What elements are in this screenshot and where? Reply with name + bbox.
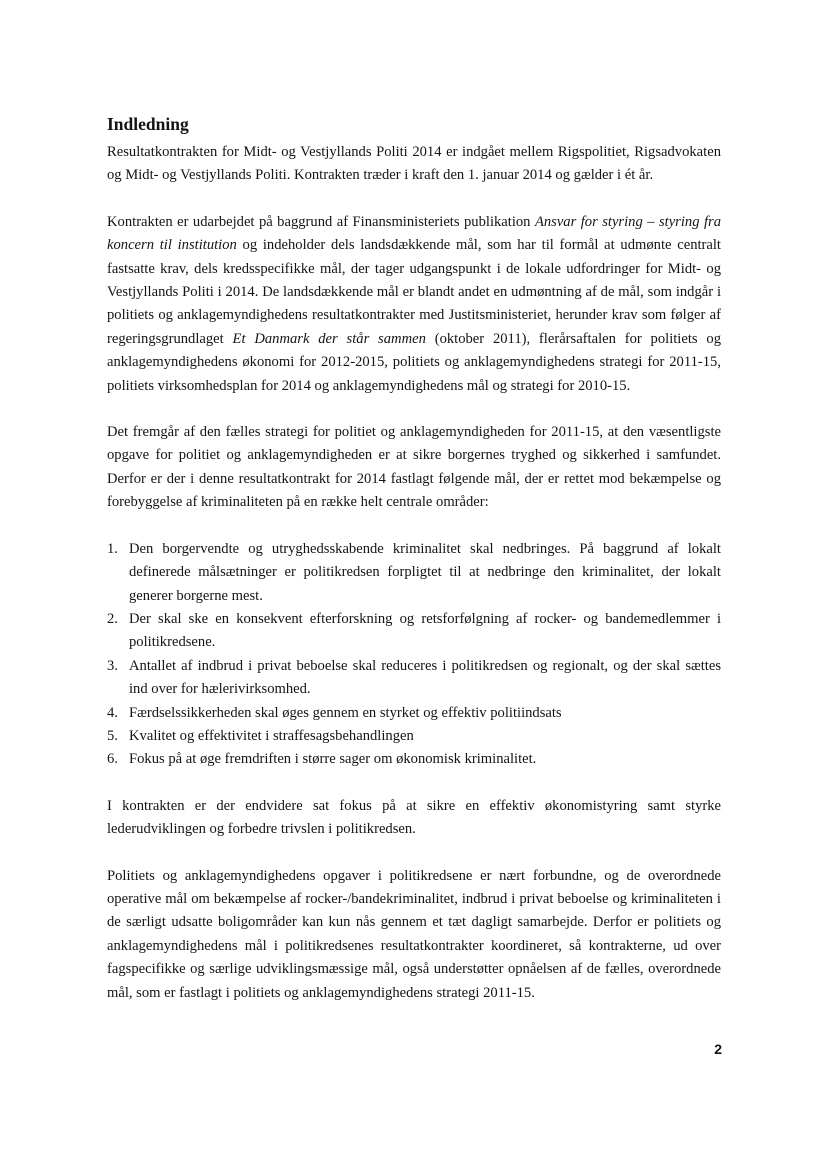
background-paragraph: [107, 211, 721, 398]
government-platform-title: Et Danmark der står sammen: [232, 330, 426, 347]
list-item-number: 3.: [107, 657, 118, 674]
page-content: [107, 112, 721, 1028]
section-heading: Indledning: [107, 114, 189, 134]
list-item-number: 2.: [107, 610, 118, 627]
list-item: [107, 702, 721, 725]
list-item-text: Fokus på at øge fremdriften i større sager om økonomisk kriminalitet.: [129, 751, 537, 768]
list-item: [107, 538, 721, 608]
list-item: [107, 608, 721, 655]
publication-title: Ansvar for styring – styring fra koncern til institution: [107, 213, 721, 254]
page-number: 2: [714, 1041, 722, 1057]
list-item: [107, 655, 721, 702]
background-text-b: og indeholder dels landsdækkende mål, som har til formål at udmønte centralt fastsatte krav, dels kredsspecifikke mål, der tager udgangspunkt i de lokale udfordringer for Midt- og Vestjyllands Politi i 2014. De landsdækkende mål er blandt andet en udmøntning af de mål, som indgår i politiets og anklagemyndighedens resultatkontrakter med Justitsministeriet, herunder krav som følger af regeringsgrundlaget: [107, 237, 721, 347]
list-item-number: 4.: [107, 704, 118, 721]
list-item-number: 1.: [107, 540, 118, 557]
economy-paragraph: I kontrakten er der endvidere sat fokus på at sikre en effektiv økonomistyring samt styrke lederudviklingen og forbedre trivslen i politikredsen.: [107, 797, 721, 838]
list-item-text: Den borgervendte og utryghedsskabende kriminalitet skal nedbringes. På baggrund af lokalt definerede målsætninger er politikredsen forpligtet til at nedbringe den kriminalitet, der lokalt generer borgerne mest.: [129, 540, 721, 604]
list-item-text: Der skal ske en konsekvent efterforskning og retsforfølgning af rocker- og bandemedlemmer i politikredsene.: [129, 610, 721, 651]
list-item-text: Kvalitet og effektivitet i straffesagsbehandlingen: [129, 727, 414, 744]
cooperation-paragraph: Politiets og anklagemyndighedens opgaver i politikredsene er nært forbundne, og de overordnede operative mål om bekæmpelse af rocker-/bandekriminalitet, indbrud i privat beboelse og kriminaliteten i de særligt udsatte boligområder kan kun nås gennem et tæt dagligt samarbejde. Derfor er politiets og anklagemyndighedens mål i politikredsenes resultatkontrakter koordineret, så kontrakterne, ud over fagspecifikke og særlige udviklingsmæssige mål, også understøtter opnåelsen af de fælles, overordnede mål, som er fastlagt i politiets og anklagemyndighedens strategi 2011-15.: [107, 867, 721, 1001]
background-text-a: Kontrakten er udarbejdet på baggrund af Finansministeriets publikation: [107, 213, 535, 230]
background-text-c: (oktober 2011), flerårsaftalen for politiets og anklagemyndighedens økonomi for 2012-2015, politiets og anklagemyndighedens strategi for 2011-15, politiets virksomhedsplan for 2014 og anklagemyndighedens mål og strategi for 2010-15.: [107, 330, 721, 394]
strategy-paragraph: Det fremgår af den fælles strategi for politiet og anklagemyndigheden for 2011-15, at den væsentligste opgave for politiet og anklagemyndigheden er at sikre borgernes tryghed og sikkerhed i samfundet. Derfor er der i denne resultatkontrakt for 2014 fastlagt følgende mål, der er rettet mod bekæmpelse og forebyggelse af kriminaliteten på en række helt centrale områder:: [107, 424, 721, 511]
list-item-number: 6.: [107, 751, 118, 768]
intro-paragraph: Resultatkontrakten for Midt- og Vestjyllands Politi 2014 er indgået mellem Rigspolitiet, Rigsadvokaten og Midt- og Vestjyllands Politi. Kontrakten træder i kraft den 1. januar 2014 og gælder i ét år.: [107, 144, 721, 184]
goals-list: [107, 538, 721, 772]
list-item-text: Antallet af indbrud i privat beboelse skal reduceres i politikredsen og regionalt, og der skal sættes ind over for hælerivirksomhed.: [129, 657, 721, 698]
list-item-text: Færdselssikkerheden skal øges gennem en styrket og effektiv politiindsats: [129, 704, 562, 721]
list-item: [107, 748, 721, 771]
list-item: [107, 725, 721, 748]
list-item-number: 5.: [107, 727, 118, 744]
